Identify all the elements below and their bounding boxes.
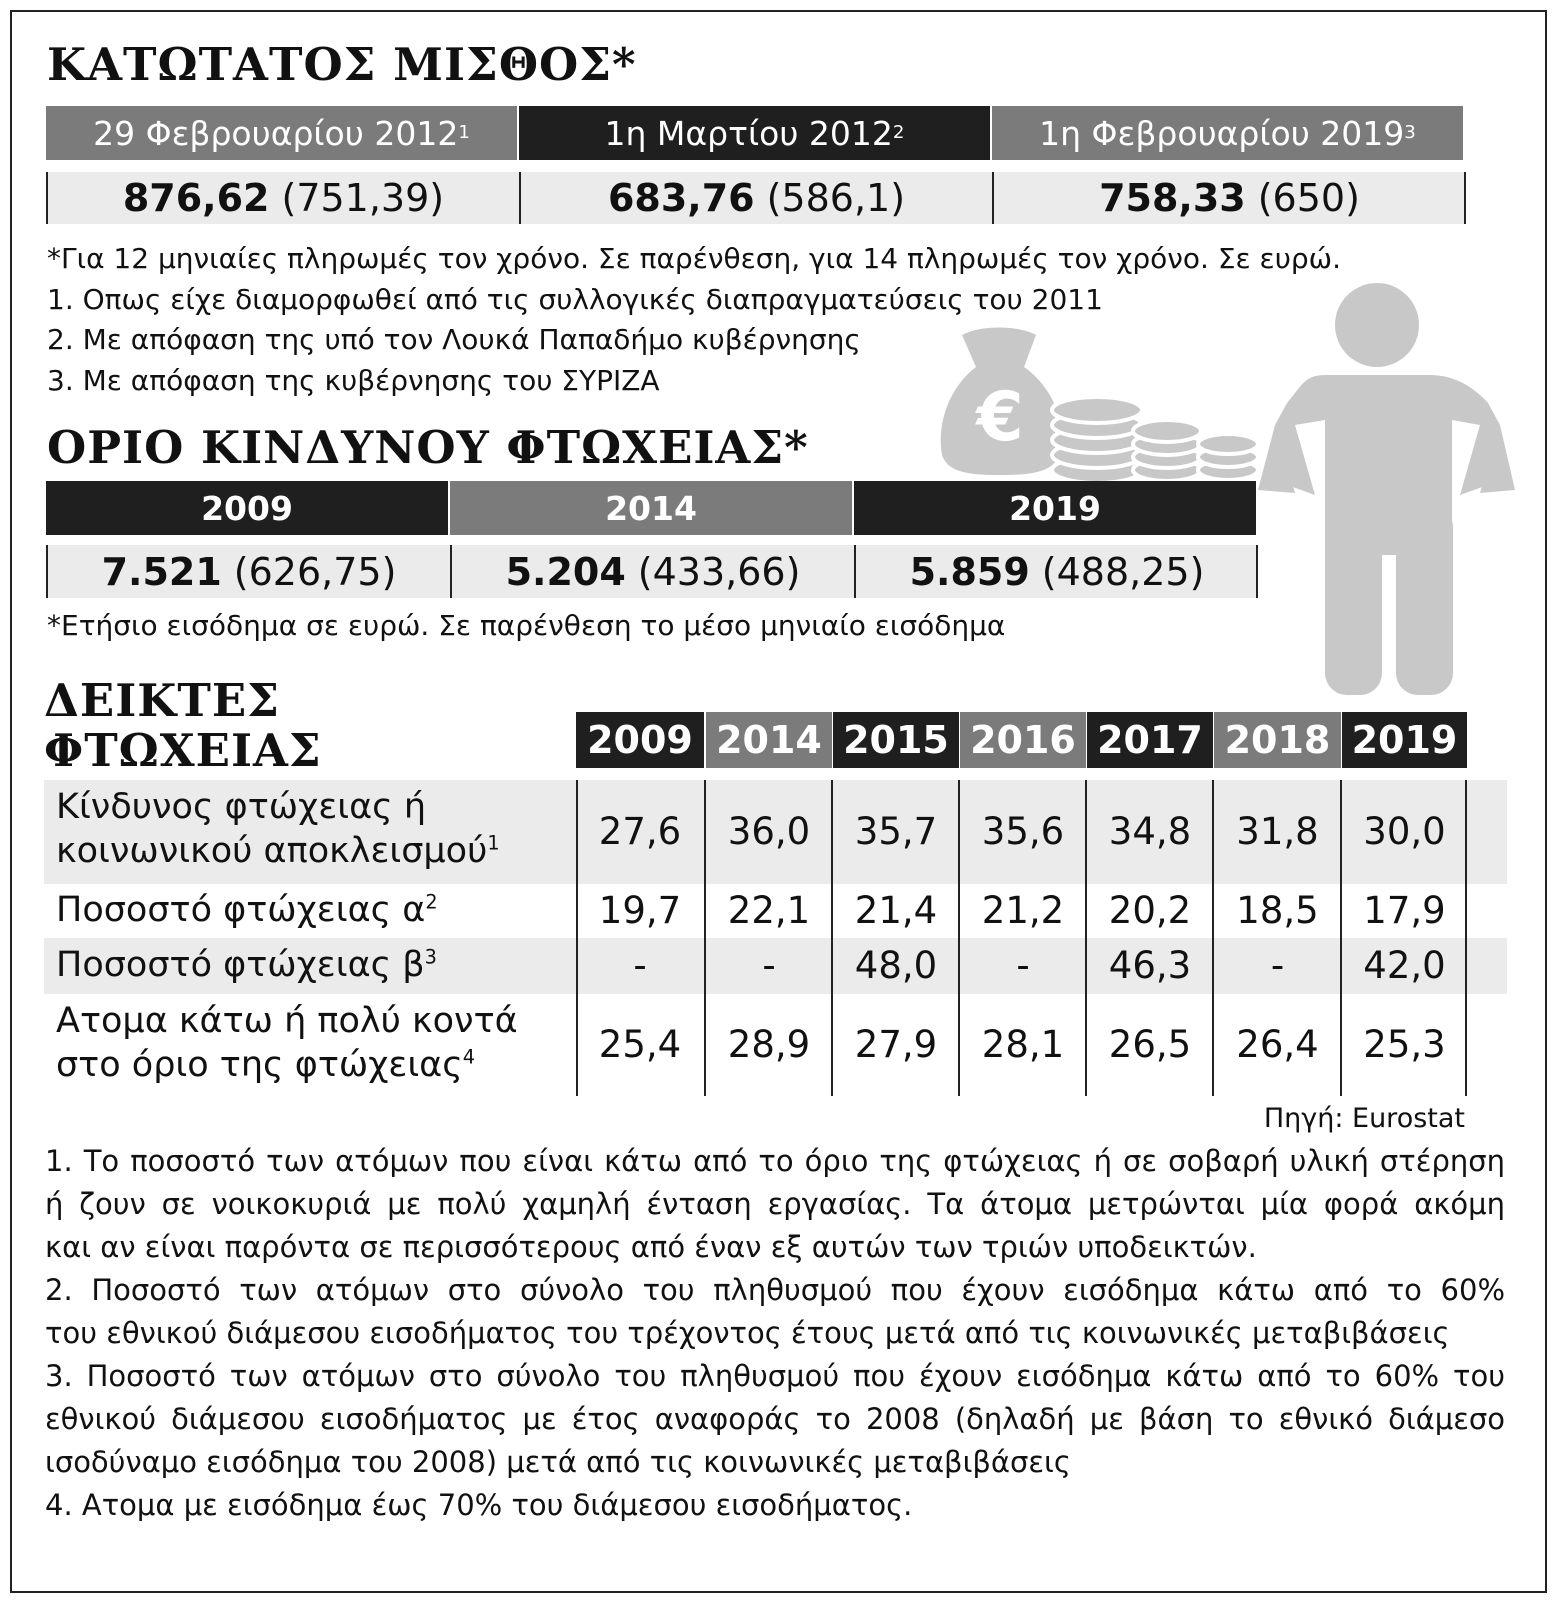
indicator-label xyxy=(56,786,500,874)
indicator-year-header: 2019 xyxy=(1342,712,1467,768)
minimum-wage-values-row xyxy=(46,172,1466,224)
column-divider xyxy=(704,780,706,1096)
indicator-year-header: 2017 xyxy=(1087,712,1213,768)
indicator-value: 28,9 xyxy=(727,1023,811,1066)
indicator-year-header: 2009 xyxy=(576,712,704,768)
wage-value-cell xyxy=(46,172,519,224)
footnote-line: 1. Το ποσοστό των ατόμων που είναι κάτω από το όριο της φτώχειας ή σε σοβαρή υλική στέρηση xyxy=(45,1144,1505,1178)
poverty-line-note: *Ετήσιο εισόδημα σε ευρώ. Σε παρένθεση το μέσο μηνιαίο εισόδημα xyxy=(47,609,1006,642)
year-header: 2014 xyxy=(450,481,852,535)
monthly-income-value: (488,25) xyxy=(1041,549,1205,594)
footnote-line: 3. Ποσοστό των ατόμων στο σύνολο του πληθυσμού που έχουν εισόδημα κάτω από το 60% του xyxy=(45,1359,1505,1393)
indicator-year-header: 2016 xyxy=(960,712,1086,768)
indicator-row xyxy=(44,780,1507,884)
date-header: 29 Φεβρουαρίου 2012 1 xyxy=(46,106,517,160)
minimum-wage-note: 3. Με απόφαση της κυβέρνησης του ΣΥΡΙΖΑ xyxy=(47,364,660,397)
monthly-income-value: (433,66) xyxy=(637,549,801,594)
footnote-marker: 4 xyxy=(462,1045,476,1069)
footnote-line: και αν είναι παρόντα σε περισσότερους από έναν εξ αυτών των τριών υποδεικτών. xyxy=(45,1230,1257,1264)
indicator-value: 21,2 xyxy=(981,889,1065,932)
indicator-value: 17,9 xyxy=(1363,889,1446,932)
wage-amount-12-payments: 758,33 xyxy=(1099,176,1246,220)
date-header-text: 1η Μαρτίου 2012 xyxy=(604,113,893,153)
indicator-value: 26,5 xyxy=(1108,1023,1192,1066)
footnote-line: ισοδύναμο εισόδημα του 2008) μετά από τις κοινωνικές μεταβιβάσεις xyxy=(45,1445,1071,1479)
monthly-income-value: (626,75) xyxy=(233,549,397,594)
column-divider xyxy=(1340,780,1342,1096)
euro-icon: € xyxy=(976,378,1024,457)
indicators-title-line2: ΦΤΩΧΕΙΑΣ xyxy=(44,724,322,777)
indicator-label-line: στο όριο της φτώχειας$^4$ xyxy=(56,1044,476,1085)
person-empty-pockets-icon xyxy=(1258,283,1515,695)
indicator-label-line: Ποσοστό φτώχειας $\alpha^2$ xyxy=(56,890,438,930)
indicator-value: 25,3 xyxy=(1363,1023,1446,1066)
indicator-label-line: Κίνδυνος φτώχειας ή xyxy=(56,787,427,827)
poverty-line-values-row xyxy=(46,545,1258,598)
money-bag-icon xyxy=(941,328,1062,476)
footnotes xyxy=(45,1140,1505,1527)
indicator-row xyxy=(44,994,1507,1096)
indicator-value: 20,2 xyxy=(1108,889,1192,932)
poverty-line-title: ΟΡΙΟ ΚΙΝΔΥΝΟΥ ΦΤΩΧΕΙΑΣ* xyxy=(47,421,809,474)
indicator-value: 35,7 xyxy=(854,810,938,853)
footnote-line: εθνικού διάμεσου εισοδήματος με έτος αναφοράς το 2008 (δηλαδή με βάση το εθνικό διάμεσο xyxy=(45,1402,1505,1436)
poverty-threshold-cell xyxy=(450,545,854,598)
wage-amount-12-payments: 683,76 xyxy=(607,176,755,220)
row-end-line xyxy=(1256,545,1258,598)
wage-value-cell xyxy=(519,172,992,224)
footnote-line: 2. Ποσοστό των ατόμων στο σύνολο του πληθυσμού που έχουν εισόδημα κάτω από το 60% xyxy=(45,1273,1505,1307)
minimum-wage-note: 2. Με απόφαση της υπό τον Λουκά Παπαδήμο κυβέρνησης xyxy=(47,323,861,356)
indicator-value: 27,9 xyxy=(854,1023,938,1066)
indicator-value: 31,8 xyxy=(1236,810,1319,853)
wage-amount-14-payments: (650) xyxy=(1257,176,1360,220)
indicator-label xyxy=(56,944,437,988)
indicator-value: - xyxy=(633,944,647,987)
column-divider xyxy=(576,780,578,1096)
indicator-value: 27,6 xyxy=(598,810,682,853)
indicators-title-line1: ΔΕΙΚΤΕΣ xyxy=(44,674,280,727)
indicator-row xyxy=(44,884,1507,938)
footnote-marker: 1 xyxy=(487,831,500,855)
minimum-wage-title: ΚΑΤΩΤΑΤΟΣ ΜΙΣΘΟΣ* xyxy=(47,38,637,91)
indicator-value: 42,0 xyxy=(1363,944,1446,987)
year-header: 2019 xyxy=(854,481,1256,535)
annual-income-value: 7.521 xyxy=(101,549,222,594)
indicator-year-header: 2014 xyxy=(706,712,832,768)
date-header: 1η Φεβρουαρίου 2019 3 xyxy=(992,106,1463,160)
date-header-text: 1η Φεβρουαρίου 2019 xyxy=(1039,113,1405,153)
indicator-label-line: Ποσοστό φτώχειας $\beta^3$ xyxy=(56,945,437,985)
date-header-text: 29 Φεβρουαρίου 2012 xyxy=(93,113,459,153)
annual-income-value: 5.204 xyxy=(505,549,626,594)
indicator-value: - xyxy=(1016,944,1030,987)
indicator-value: 46,3 xyxy=(1108,944,1192,987)
indicator-value: 26,4 xyxy=(1236,1023,1319,1066)
footnote-line: ή ζουν σε νοικοκυριά με πολύ χαμηλή ένταση εργασίας. Τα άτομα μετρώνται μία φορά ακόμη xyxy=(45,1187,1505,1221)
date-header: 1η Μαρτίου 2012 2 xyxy=(519,106,990,160)
coin-stack-icon xyxy=(1052,397,1258,483)
indicator-value: - xyxy=(762,944,776,987)
indicator-value: 25,4 xyxy=(598,1023,682,1066)
indicator-value: 34,8 xyxy=(1108,810,1192,853)
column-divider xyxy=(1465,780,1467,1096)
indicator-label-line: κοινωνικού αποκλεισμού$^1$ xyxy=(56,830,500,871)
indicator-value: 36,0 xyxy=(727,810,811,853)
year-header: 2009 xyxy=(46,481,448,535)
indicator-label xyxy=(56,1000,518,1088)
indicator-value: 21,4 xyxy=(854,889,938,932)
indicator-row xyxy=(44,938,1507,994)
footnote-line: 4. Ατομα με εισόδημα έως 70% του διάμεσου εισοδήματος. xyxy=(45,1488,913,1522)
indicator-value: 28,1 xyxy=(981,1023,1065,1066)
row-end-line xyxy=(1464,172,1466,224)
footnote-marker: 2 xyxy=(425,890,438,914)
indicator-value: 48,0 xyxy=(854,944,938,987)
wage-value-cell xyxy=(992,172,1465,224)
poverty-threshold-cell xyxy=(46,545,450,598)
indicator-value: - xyxy=(1270,944,1285,987)
indicator-value: 35,6 xyxy=(981,810,1065,853)
column-divider xyxy=(1212,780,1214,1096)
poverty-threshold-cell xyxy=(854,545,1258,598)
indicator-label xyxy=(56,889,438,933)
footnote-line: του εθνικού διάμεσου εισοδήματος του τρέχοντος έτους μετά από τις κοινωνικές μεταβιβάσεις xyxy=(45,1316,1450,1350)
indicator-label-line: Ατομα κάτω ή πολύ κοντά xyxy=(56,1001,518,1041)
indicator-value: 30,0 xyxy=(1363,810,1446,853)
minimum-wage-note: 1. Οπως είχε διαμορφωθεί από τις συλλογικές διαπραγματεύσεις του 2011 xyxy=(47,283,1103,316)
indicator-year-header: 2015 xyxy=(833,712,959,768)
annual-income-value: 5.859 xyxy=(909,549,1030,594)
column-divider xyxy=(958,780,960,1096)
wage-amount-12-payments: 876,62 xyxy=(122,176,270,220)
column-divider xyxy=(831,780,833,1096)
column-divider xyxy=(1085,780,1087,1096)
wage-amount-14-payments: (586,1) xyxy=(766,176,906,220)
indicator-value: 22,1 xyxy=(727,889,811,932)
indicator-value: 18,5 xyxy=(1236,889,1319,932)
minimum-wage-note: *Για 12 μηνιαίες πληρωμές τον χρόνο. Σε παρένθεση, για 14 πληρωμές τον χρόνο. Σε ευρώ. xyxy=(47,242,1342,275)
indicator-year-header: 2018 xyxy=(1214,712,1341,768)
indicator-value: 19,7 xyxy=(598,889,682,932)
wage-amount-14-payments: (751,39) xyxy=(281,176,445,220)
source-note: Πηγή: Eurostat xyxy=(1263,1103,1465,1134)
footnote-marker: 3 xyxy=(424,945,437,969)
